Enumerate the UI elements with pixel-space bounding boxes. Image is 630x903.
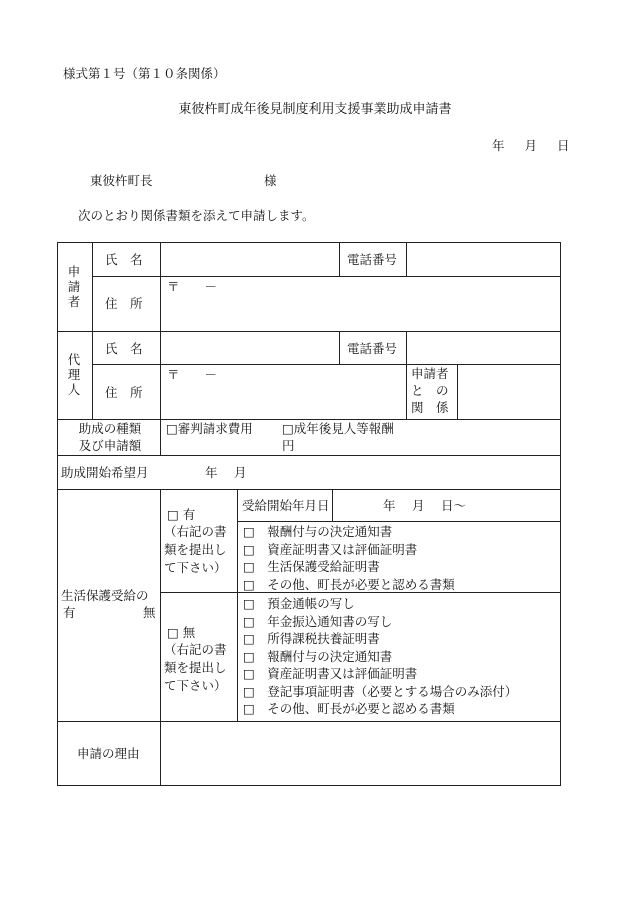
applicant-section-label: 申 請 者 — [67, 264, 81, 309]
rule — [332, 489, 333, 521]
date-month: 月 — [524, 138, 540, 153]
rule — [57, 489, 561, 490]
agent-phone-field[interactable] — [407, 332, 560, 364]
receipt-start-date-label: 受給開始年月日 — [242, 498, 330, 513]
list-item[interactable]: □ 生活保護受給証明書 — [243, 559, 380, 574]
agent-section-label: 代 理 人 — [67, 352, 81, 397]
addressee: 東彼杵町長 — [90, 173, 153, 188]
agent-address-label: 住 所 — [105, 385, 143, 400]
welfare-yes-doc-list — [243, 523, 455, 593]
list-item[interactable]: □ その他、町長が必要と認める書類 — [243, 576, 455, 592]
list-item[interactable]: □ 所得課税扶養証明書 — [243, 631, 380, 646]
agent-name-label: 氏 名 — [105, 341, 143, 356]
agent-relation-label: 申請者 と の 関 係 — [411, 366, 449, 415]
list-item[interactable]: □ 預金通帳の写し — [243, 596, 355, 611]
applicant-phone-field[interactable] — [407, 243, 560, 276]
applicant-phone-label: 電話番号 — [347, 252, 398, 267]
agent-postal-mark: 〒 － — [167, 367, 218, 382]
agent-relation-field[interactable] — [458, 365, 560, 419]
rule — [92, 242, 93, 419]
form-number-label: 様式第１号（第１０条関係） — [63, 66, 226, 81]
welfare-status-label: 生活保護受給の 有 無 — [61, 588, 156, 620]
rule — [339, 331, 340, 364]
list-item[interactable]: □ 報酬付与の決定通知書 — [243, 648, 393, 664]
reason-field[interactable] — [161, 722, 560, 785]
table-border-left — [57, 242, 58, 786]
applicant-address-label: 住 所 — [105, 296, 143, 311]
rule — [237, 489, 238, 721]
rule — [406, 364, 407, 419]
welfare-yes-note: （右記の書 類を提出し て下さい） — [164, 524, 227, 575]
reason-label: 申請の理由 — [77, 746, 140, 761]
document-title: 東彼杵町成年後見制度利用支援事業助成申請書 — [178, 102, 452, 117]
agent-address-field[interactable] — [161, 365, 406, 419]
application-date — [492, 138, 572, 154]
application-form-table — [57, 242, 561, 786]
agent-name-field[interactable] — [161, 332, 339, 364]
start-month-value[interactable]: 年 月 — [205, 465, 247, 480]
list-item[interactable]: □ その他、町長が必要と認める書類 — [243, 701, 455, 716]
applicant-postal-mark: 〒 － — [167, 279, 218, 294]
subsidy-option-guardian-fee[interactable]: □成年後見人等報酬 — [282, 421, 394, 436]
subsidy-option-trial-fee[interactable]: □審判請求費用 — [166, 421, 253, 436]
list-item[interactable]: □ 登記事項証明書（必要とする場合のみ添付） — [243, 683, 518, 699]
welfare-no-doc-list — [243, 595, 517, 718]
date-day: 日 — [557, 138, 572, 153]
applicant-name-label: 氏 名 — [105, 252, 143, 267]
table-border-bottom — [57, 785, 561, 786]
table-border-right — [560, 242, 561, 786]
list-item[interactable]: □ 資産証明書又は評価証明書 — [243, 541, 418, 557]
welfare-no-checkbox[interactable]: □ 無 — [167, 625, 196, 640]
welfare-no-note: （右記の書 類を提出し て下さい） — [164, 642, 227, 693]
list-item[interactable]: □ 報酬付与の決定通知書 — [243, 524, 393, 539]
welfare-yes-checkbox[interactable]: □ 有 — [167, 507, 196, 522]
list-item[interactable]: □ 年金振込通知書の写し — [243, 613, 393, 629]
rule — [339, 242, 340, 276]
rule — [237, 521, 561, 522]
start-month-label: 助成開始希望月 — [61, 465, 149, 480]
date-year: 年 — [492, 138, 507, 153]
rule — [57, 455, 561, 456]
intro-text: 次のとおり関係書類を添えて申請します。 — [78, 208, 315, 223]
subsidy-type-label: 助成の種類 及び申請額 — [78, 421, 142, 453]
honorific: 様 — [264, 173, 277, 188]
list-item[interactable]: □ 資産証明書又は評価証明書 — [243, 666, 418, 681]
yen-label: 円 — [282, 438, 295, 453]
applicant-address-field[interactable] — [161, 277, 560, 331]
receipt-start-date-value[interactable]: 年 月 日～ — [383, 498, 466, 513]
applicant-name-field[interactable] — [161, 243, 339, 276]
agent-phone-label: 電話番号 — [347, 341, 398, 356]
